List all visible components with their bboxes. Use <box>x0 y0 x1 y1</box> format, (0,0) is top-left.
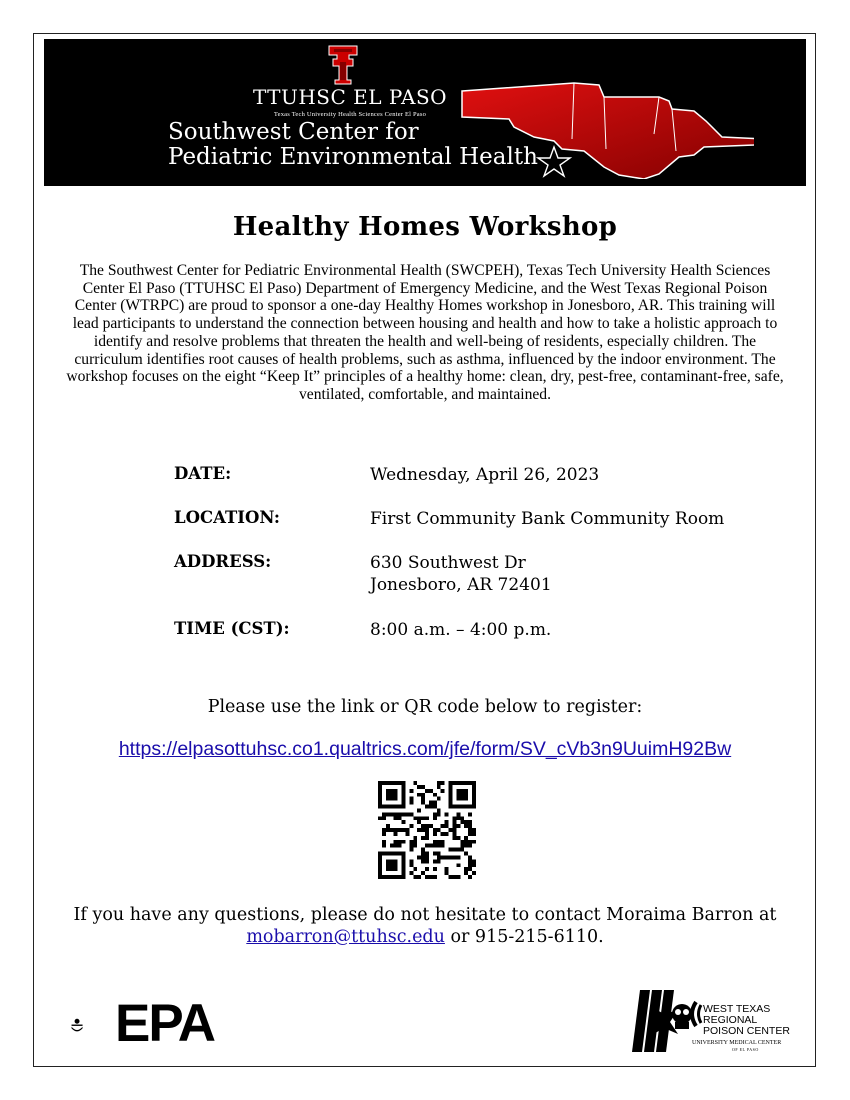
org-subtitle: Texas Tech University Health Sciences Center El Paso <box>273 111 427 118</box>
registration-qr-code-icon[interactable] <box>378 781 476 879</box>
time-label: TIME (CST): <box>174 619 290 638</box>
date-value: Wednesday, April 26, 2023 <box>370 465 600 485</box>
contact-text: If you have any questions, please do not hesitate to contact Moraima Barron at <box>73 905 777 925</box>
address-line2: Jonesboro, AR 72401 <box>370 575 552 595</box>
header-banner <box>44 39 806 186</box>
poison-line1: WEST TEXAS <box>703 1003 771 1015</box>
poison-center-name <box>703 1004 790 1037</box>
poison-line2: REGIONAL <box>703 1014 758 1026</box>
page-title: Healthy Homes Workshop <box>232 212 618 242</box>
double-t-logo-icon <box>328 45 358 85</box>
location-label: LOCATION: <box>174 508 280 527</box>
date-label: DATE: <box>174 464 232 483</box>
center-name-line2: Pediatric Environmental Health <box>168 144 538 170</box>
address-label: ADDRESS: <box>174 552 272 571</box>
register-instructions: Please use the link or QR code below to register: <box>207 697 643 717</box>
epa-logo-text: EPA <box>115 994 215 1053</box>
address-line1: 630 Southwest Dr <box>370 553 526 573</box>
intro-paragraph: The Southwest Center for Pediatric Environmental Health (SWCPEH), Texas Tech University Health Sciences Center El Paso (TTUHSC El Paso) Department of Emergency Medicine, and the West Texas Regional Poison Center (WTRPC) are proud to sponsor a one-day Healthy Homes workshop in Jonesboro, AR. This training will lead participants to understand the connection between housing and health and how to take a holistic approach to identify and resolve problems that threaten the health and well-being of residents, especially children. The curriculum identifies root causes of health problems, such as asthma, influenced by the indoor environment. The workshop focuses on the eight “Keep It” principles of a healthy home: clean, dry, pest-free, contaminant-free, safe, ventilated, comfortable, and maintained. <box>66 262 784 403</box>
contact-phone-text: or 915-215-6110. <box>444 927 604 947</box>
poison-line3: POISON CENTER <box>703 1025 790 1037</box>
location-value: First Community Bank Community Room <box>370 509 725 529</box>
registration-link[interactable]: https://elpasottuhsc.co1.qualtrics.com/jfe/form/SV_cVb3n9UuimH92Bw <box>118 738 732 760</box>
contact-email-link[interactable]: mobarron@ttuhsc.edu <box>246 927 445 947</box>
epa-flower-logo-icon <box>71 998 115 1053</box>
center-name-line1: Southwest Center for <box>168 119 419 145</box>
southwest-region-map-icon <box>454 79 754 179</box>
poison-center-affiliation: UNIVERSITY MEDICAL CENTER <box>692 1040 782 1046</box>
org-name: TTUHSC EL PASO <box>252 85 448 109</box>
contact-info <box>60 904 790 948</box>
poison-center-city: OF EL PASO <box>732 1047 759 1052</box>
time-value: 8:00 a.m. – 4:00 p.m. <box>370 620 552 640</box>
